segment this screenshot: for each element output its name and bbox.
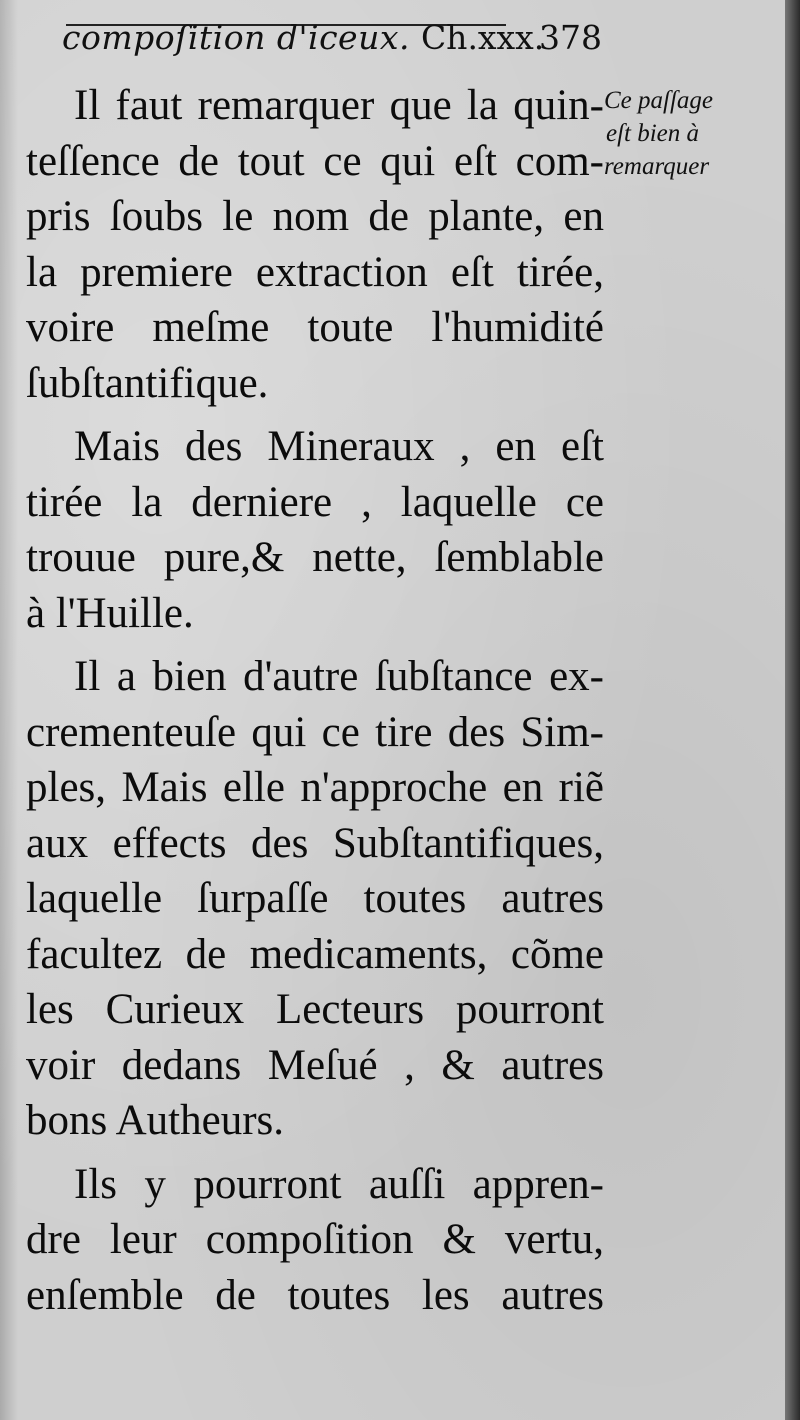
text-line: Il faut remarquer que la quin-: [74, 82, 604, 129]
text-line: tirée la derniere , laquelle ce: [26, 478, 604, 526]
text-line: les Curieux Lecteurs pourront: [26, 986, 604, 1033]
margin-note-line: remarquer: [604, 153, 710, 180]
margin-note-line: Ce paſſage: [604, 87, 714, 114]
running-head-chapter: Ch.xxx.: [420, 18, 545, 57]
main-text: [26, 78, 604, 1323]
text-line: ſubſtantifique.: [26, 359, 269, 407]
text-line: bons Autheurs.: [26, 1097, 284, 1144]
text-line: Mais des Mineraux , en eſt: [74, 423, 604, 470]
text-line: la premiere extraction eſt tirée,: [26, 248, 604, 296]
margin-note: [604, 84, 734, 183]
margin-note-line: eſt bien à: [606, 120, 700, 147]
text-line: trouue pure,& nette, ſemblable: [26, 534, 604, 581]
running-head: [62, 18, 602, 68]
text-line: Ils y pourront auſſi appren-: [74, 1160, 604, 1208]
running-head-title: compoſition d'iceux.: [62, 18, 421, 57]
page-edge-shadow: [785, 0, 800, 1420]
text-line: facultez de medicaments, cõme: [26, 930, 604, 978]
text-line: enſemble de toutes les autres: [26, 1271, 604, 1319]
text-line: voire meſme toute l'humidité: [26, 304, 604, 351]
page-number: 378: [539, 18, 602, 57]
text-line: à l'Huille.: [26, 589, 194, 637]
text-line: aux effects des Subſtantifiques,: [26, 819, 604, 867]
text-line: Il a bien d'autre ſubſtance ex-: [74, 653, 604, 700]
text-line: ples, Mais elle n'approche en riẽ: [26, 764, 604, 811]
text-line: dre leur compoſition & vertu,: [26, 1216, 604, 1263]
text-line: laquelle ſurpaſſe toutes autres: [26, 875, 604, 922]
text-line: voir dedans Meſué , & autres: [26, 1041, 604, 1089]
text-line: teſſence de tout ce qui eſt com-: [26, 137, 604, 185]
text-line: pris ſoubs le nom de plante, en: [26, 193, 604, 240]
text-line: crementeuſe qui ce tire des Sim-: [26, 708, 604, 756]
